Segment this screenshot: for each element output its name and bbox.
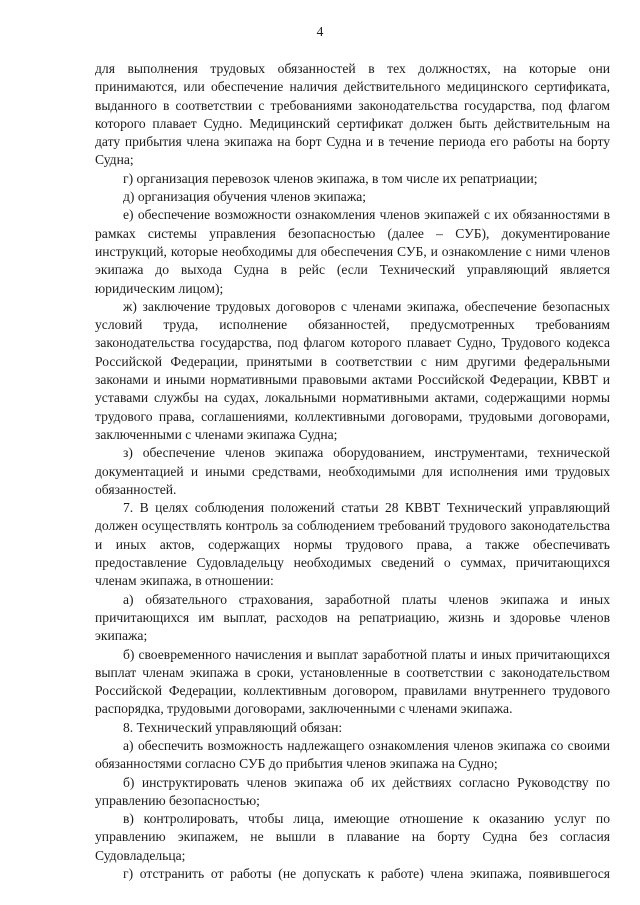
list-item-zh-employment-contracts: ж) заключение трудовых договоров с членами экипажа, обеспечение безопасных условий труда, исполнение обязанностей, предусмотренных требованиям законодательства государства, под флагом которого плавает Судно, Трудового кодекса Российской Федерации, принятыми в соответствии с ним другими федеральными законами и иными нормативными правовыми актами Российской Федерации, КВВТ и уставами службы на судах, локальными нормативными актами, содержащими нормы трудового права, соглашениями, коллективными договорами, трудовыми договорами, заключенными с членами экипажа Судна;: [95, 298, 610, 442]
paragraph-continuation: для выполнения трудовых обязанностей в тех должностях, на которые они принимаются, или обеспечение наличия действительного медицинского сертификата, выданного в соответствии с требованиями законодательства государства, под флагом которого плавает Судно. Медицинский сертификат должен быть действительным на дату прибытия члена экипажа на борт Судна и в течение периода его работы на борту Судна;: [95, 61, 610, 168]
clause-7-labor-control: 7. В целях соблюдения положений статьи 28 КВВТ Технический управляющий должен осуществлять контроль за соблюдением требований трудового законодательства и иных актов, содержащих нормы трудового права, а также обеспечивать предоставление Судовладельцу необходимых сведений о суммах, причитающихся членам экипажа, в отношении:: [95, 500, 610, 589]
list-item-b-instruct-crew: б) инструктировать членов экипажа об их действиях согласно Руководству по управлению безопасностью;: [95, 774, 610, 808]
clause-8-heading: 8. Технический управляющий обязан:: [123, 719, 343, 735]
list-item-z-crew-equipment: з) обеспечение членов экипажа оборудованием, инструментами, технической документацией и иными средствами, необходимыми для исполнения ими трудовых обязанностей.: [95, 445, 610, 497]
page-number: 4: [316, 24, 324, 39]
list-item-g-suspend-crew-member: г) отстранить от работы (не допускать к работе) члена экипажа, появившегося: [123, 866, 610, 882]
list-item-a-insurance-wages: а) обязательного страхования, заработной платы членов экипажа и иных причитающихся им выплат, расходов на репатриацию, жизнь и здоровье членов экипажа;: [95, 591, 610, 644]
list-item-v-control-persons: в) контролировать, чтобы лица, имеющие отношение к оказанию услуг по управлению экипажем, не вышли в плавание на борту Судна без согласия Судовладельца;: [95, 811, 610, 863]
list-item-e-sms-familiarization: е) обеспечение возможности ознакомления членов экипажей с их обязанностями в рамках системы управления безопасностью (далее – СУБ), документирование инструкций, которые необходимы для обеспечения СУБ, и ознакомление с ними членов экипажа до выхода Судна в рейс (если Технический управляющий является юридическим лицом);: [95, 207, 610, 296]
list-item-b-timely-payments: б) своевременного начисления и выплат заработной платы и иных причитающихся выплат членам экипажа в сроки, установленные в соответствии с законодательством Российской Федерации, коллективным договором, правилами внутреннего трудового распорядка, трудовыми договорами, заключенными с членами экипажа.: [95, 646, 610, 717]
list-item-a-familiarization: а) обеспечить возможность надлежащего ознакомления членов экипажа со своими обязанностями согласно СУБ до прибытия членов экипажа на Судно;: [95, 737, 610, 772]
document-body: [95, 60, 610, 883]
list-item-d-crew-training: д) организация обучения членов экипажа;: [123, 189, 367, 205]
list-item-g-crew-transport: г) организация перевозок членов экипажа, в том числе их репатриации;: [123, 170, 538, 186]
